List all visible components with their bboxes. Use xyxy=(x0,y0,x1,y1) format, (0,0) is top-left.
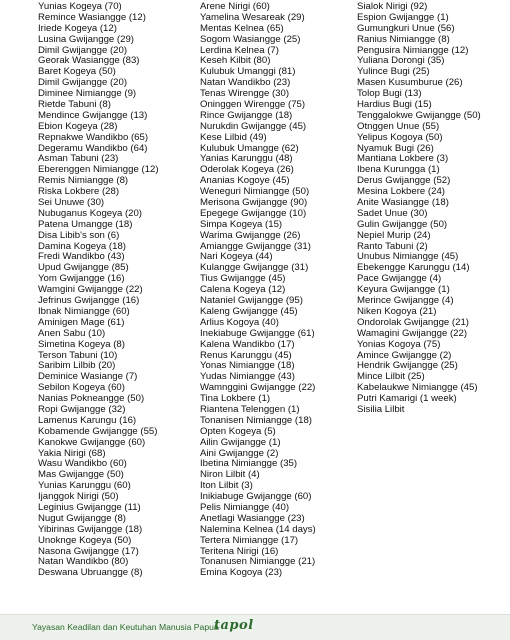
list-item: Kabelaukwe Nimiangge (45) xyxy=(357,382,478,394)
list-item: Riantena Telenggen (1) xyxy=(200,403,300,415)
list-item: Keyura Gwijangge (1) xyxy=(357,284,450,296)
list-item: Renus Karunggu (45) xyxy=(200,349,292,361)
list-item: Nyamuk Bugi (26) xyxy=(357,142,434,154)
list-item: Tius Gwijangge (45) xyxy=(200,273,286,285)
list-item: Yonas Nimiangge (18) xyxy=(200,360,295,372)
list-item: Niron Lilbit (4) xyxy=(200,469,260,481)
list-item: Sadet Unue (30) xyxy=(357,207,428,219)
list-item: Hendrik Gwijangge (25) xyxy=(357,360,458,372)
list-item: Lamenus Karungu (16) xyxy=(38,414,137,426)
list-item: Arene Nirigi (60) xyxy=(200,1,270,12)
list-item: Tolop Bugi (13) xyxy=(357,88,422,100)
list-item: Mantiana Lokbere (3) xyxy=(357,153,449,165)
list-item: Yunias Karunggu (60) xyxy=(38,480,131,492)
list-item: Wamagini Gwijangge (22) xyxy=(357,327,468,339)
list-item: Ibetina Nimiangge (35) xyxy=(200,458,298,470)
list-item: Leginius Gwijangge (11) xyxy=(38,501,141,513)
name-column-2 xyxy=(200,2,316,579)
list-item: Dimil Gwijangge (20) xyxy=(38,44,128,56)
list-item: Tenggalokwe Gwijangge (50) xyxy=(357,109,481,121)
list-item: Mas Gwijangge (50) xyxy=(38,469,124,481)
list-item: Ananias Kogoye (45) xyxy=(200,175,290,187)
list-item: Nasona Gwijangge (17) xyxy=(38,545,139,557)
list-item: Sialok Nirigi (92) xyxy=(357,1,428,12)
list-item: Yanias Karunggu (48) xyxy=(200,153,293,165)
list-item: Mendince Gwijangge (13) xyxy=(38,109,148,121)
list-item: Inekiabuge Gwijangge (61) xyxy=(200,327,315,339)
list-item: Yunias Kogeya (70) xyxy=(38,1,122,12)
list-item: Nari Kogeya (44) xyxy=(200,251,273,263)
list-item: Pace Gwijangge (4) xyxy=(357,273,442,285)
list-item: Sisilia Lilbit xyxy=(357,403,405,415)
list-item: Diminee Nimiangge (9) xyxy=(38,88,137,100)
list-item: Sebilon Kogeya (60) xyxy=(38,382,125,394)
list-item: Derus Gwijangge (52) xyxy=(357,175,451,187)
list-item: Iriede Kogeya (12) xyxy=(38,22,117,34)
list-item: Yudas Nimiangge (43) xyxy=(200,371,295,383)
list-item: Amiangge Gwijangge (31) xyxy=(200,240,311,252)
list-item: Natan Wandikbo (23) xyxy=(200,77,291,89)
list-item: Nugut Gwijangge (8) xyxy=(38,512,126,524)
list-item: Mentas Kelnea (65) xyxy=(200,22,284,34)
list-item: Unoknge Kogeya (50) xyxy=(38,534,132,546)
list-item: Asman Tabuni (23) xyxy=(38,153,119,165)
list-item: Jefrinus Gwijangge (16) xyxy=(38,295,140,307)
list-item: Ijanggok Nirigi (50) xyxy=(38,491,119,503)
list-item: Lerdina Kelnea (7) xyxy=(200,44,279,56)
list-item: Weneguri Nimiangge (50) xyxy=(200,186,310,198)
list-item: Remince Wasiangge (12) xyxy=(38,11,146,23)
list-item: Hardius Bugi (15) xyxy=(357,99,432,111)
list-item: Aminigen Mage (61) xyxy=(38,316,125,328)
list-item: Iton Lilbit (3) xyxy=(200,480,253,492)
list-item: Remis Nimiangge (8) xyxy=(38,175,129,187)
list-item: Kanokwe Gwijangge (60) xyxy=(38,436,146,448)
list-item: Niken Kogoya (21) xyxy=(357,305,437,317)
list-item: Riska Lokbere (28) xyxy=(38,186,120,198)
list-item: Fredi Wandikbo (43) xyxy=(38,251,125,263)
list-item: Kalena Wandikbo (17) xyxy=(200,338,295,350)
list-item: Teritena Nirigi (16) xyxy=(200,545,279,557)
list-item: Kobamende Gwijangge (55) xyxy=(38,425,158,437)
list-item: Deminice Wasiange (7) xyxy=(38,371,138,383)
list-item: Rince Gwijangge (18) xyxy=(200,109,293,121)
list-item: Ebion Kogeya (28) xyxy=(38,120,118,132)
list-item: Saribim Lilbib (20) xyxy=(38,360,116,372)
list-item: Merisona Gwijangge (90) xyxy=(200,197,308,209)
list-item: Pelis Nimiangge (40) xyxy=(200,501,290,513)
name-column-1 xyxy=(38,2,159,579)
list-item: Yonias Kogoya (75) xyxy=(357,338,441,350)
list-item: Georak Wasiangge (83) xyxy=(38,55,140,67)
list-item: Anen Sabu (10) xyxy=(38,327,106,339)
list-item: Warima Gwijangge (26) xyxy=(200,229,301,241)
list-item: Dimil Gwijangge (20) xyxy=(38,77,128,89)
list-item: Yom Gwijangge (16) xyxy=(38,273,125,285)
list-item: Nataniel Gwijangge (95) xyxy=(200,295,303,307)
footer-banner xyxy=(0,614,510,640)
list-item: Kulubuk Umangge (62) xyxy=(200,142,299,154)
list-item: Anetlagi Wasiangge (23) xyxy=(200,512,305,524)
list-item: Ranius Nimiangge (8) xyxy=(357,33,450,45)
list-item: Upud Gwijangge (85) xyxy=(38,262,129,274)
list-item: Wamnggini Gwijangge (22) xyxy=(200,382,316,394)
list-item: Tonanusen Nimiangge (21) xyxy=(200,556,316,568)
list-item: Ebekengge Karunggu (14) xyxy=(357,262,470,274)
list-item: Ropi Gwijangge (32) xyxy=(38,403,126,415)
list-item: Yakia Nirigi (68) xyxy=(38,447,106,459)
list-item: Tina Lokbere (1) xyxy=(200,393,271,405)
list-item: Sei Unuwe (30) xyxy=(38,197,105,209)
list-item: Opten Kogeya (5) xyxy=(200,425,276,437)
list-item: Tonanisen Nimiangge (18) xyxy=(200,414,312,426)
list-item: Damina Kogeya (18) xyxy=(38,240,126,252)
list-item: Gulin Gwijangge (50) xyxy=(357,218,448,230)
list-item: Kese Lilbid (49) xyxy=(200,131,267,143)
list-item: Kulangge Gwijangge (31) xyxy=(200,262,309,274)
list-item: Inikiabuge Gwijangge (60) xyxy=(200,491,312,503)
list-item: Sogom Wasiangge (25) xyxy=(200,33,301,45)
list-item: Mince Lilbit (25) xyxy=(357,371,425,383)
list-item: Gumungkuri Unue (56) xyxy=(357,22,455,34)
list-item: Kaleng Gwijangge (45) xyxy=(200,305,298,317)
list-item: Yuliana Dorongi (35) xyxy=(357,55,445,67)
list-item: Ailin Gwijangge (1) xyxy=(200,436,281,448)
list-item: Lusina Gwijangge (29) xyxy=(38,33,134,45)
list-item: Unubus Nimiangge (45) xyxy=(357,251,459,263)
list-item: Emina Kogoya (23) xyxy=(200,567,283,579)
list-item: Wamgini Gwijangge (22) xyxy=(38,284,143,296)
list-item: Anite Wasiangge (18) xyxy=(357,197,449,209)
list-item: Oderolak Kogeya (26) xyxy=(200,164,294,176)
tapol-logo: tapol xyxy=(214,618,254,633)
list-item: Arlius Kogoya (40) xyxy=(200,316,279,328)
list-item: Ondorolak Gwijangge (21) xyxy=(357,316,469,328)
list-item: Nalemina Kelnea (14 days) xyxy=(200,523,316,535)
list-item: Yelipus Kogoya (50) xyxy=(357,131,443,143)
list-item: Rietde Tabuni (8) xyxy=(38,99,111,111)
list-item: Terson Tabuni (10) xyxy=(38,349,118,361)
list-item: Calena Kogeya (12) xyxy=(200,284,286,296)
list-item: Merince Gwijangge (4) xyxy=(357,295,454,307)
list-item: Nurukdin Gwijangge (45) xyxy=(200,120,307,132)
list-item: Nanias Pokneangge (50) xyxy=(38,393,145,405)
list-item: Nepiel Murip (24) xyxy=(357,229,431,241)
list-item: Wasu Wandikbo (60) xyxy=(38,458,127,470)
list-item: Patena Umangge (18) xyxy=(38,218,133,230)
list-item: Amince Gwijangge (2) xyxy=(357,349,452,361)
list-item: Yulince Bugi (25) xyxy=(357,66,430,78)
list-item: Masen Kusumburue (26) xyxy=(357,77,463,89)
list-item: Tertera Nimiangge (17) xyxy=(200,534,299,546)
list-item: Repnakwe Wandikbo (65) xyxy=(38,131,149,143)
list-item: Pengusira Nimiangge (12) xyxy=(357,44,469,56)
list-item: Deswana Ubruangge (8) xyxy=(38,567,143,579)
list-item: Aini Gwijangge (2) xyxy=(200,447,279,459)
list-item: Nubuganus Kogeya (20) xyxy=(38,207,143,219)
list-item: Natan Wandikbo (80) xyxy=(38,556,129,568)
list-item: Tenas Wirengge (30) xyxy=(200,88,290,100)
list-item: Yibirinas Gwijangge (18) xyxy=(38,523,143,535)
list-item: Degeramu Wandikbo (64) xyxy=(38,142,148,154)
list-item: Otnggen Unue (55) xyxy=(357,120,440,132)
list-item: Mesina Lokbere (24) xyxy=(357,186,445,198)
footer-organization-name: Yayasan Keadilan dan Keutuhan Manusia Papua xyxy=(32,622,219,632)
list-item: Keseh Kilbit (80) xyxy=(200,55,271,67)
list-item: Epegege Gwijangge (10) xyxy=(200,207,307,219)
list-item: Disa Libib's son (6) xyxy=(38,229,120,241)
list-item: Simetina Kogeya (8) xyxy=(38,338,125,350)
list-item: Eberenggen Nimiangge (12) xyxy=(38,164,159,176)
list-item: Baret Kogeya (50) xyxy=(38,66,116,78)
name-column-3 xyxy=(357,2,481,416)
list-item: Yamelina Wesareak (29) xyxy=(200,11,305,23)
list-item: Ranto Tabuni (2) xyxy=(357,240,428,252)
list-item: Ibnak Nimiangge (60) xyxy=(38,305,130,317)
list-item: Simpa Kogeya (15) xyxy=(200,218,283,230)
list-item: Putri Kamarigi (1 week) xyxy=(357,393,457,405)
list-item: Espion Gwijangge (1) xyxy=(357,11,449,23)
list-item: Kulubuk Umanggi (81) xyxy=(200,66,296,78)
list-item: Oninggen Wirengge (75) xyxy=(200,99,306,111)
list-item: Ibena Kurungga (1) xyxy=(357,164,440,176)
